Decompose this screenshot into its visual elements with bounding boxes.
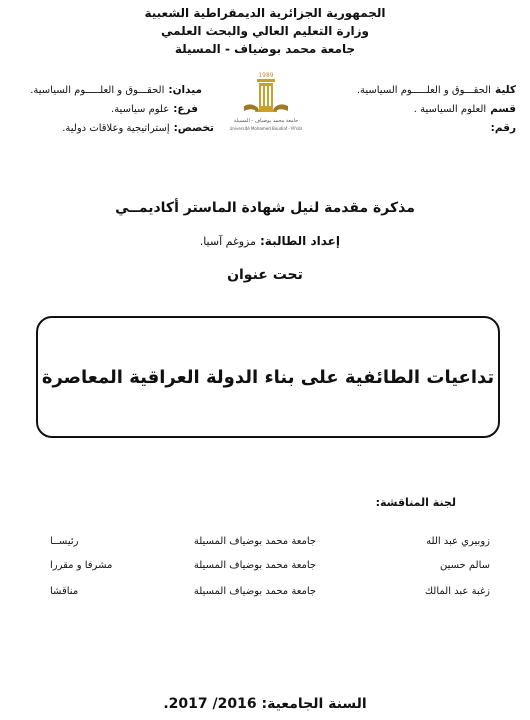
branch-label: فرع: xyxy=(173,103,198,115)
thesis-title-box xyxy=(36,316,500,438)
number-row xyxy=(487,122,516,134)
member-role: رئيســا xyxy=(50,536,79,547)
republic-title: الجمهورية الجزائرية الديمقراطية الشعبية xyxy=(144,6,386,20)
thesis-title: تداعيات الطائفية على بناء الدولة العراقية المعاصرة xyxy=(41,366,495,388)
branch-value: علوم سياسية. xyxy=(111,104,170,115)
member-name: سالم حسين xyxy=(439,560,490,571)
member-role: مناقشا xyxy=(50,586,79,597)
university-title: جامعة محمد بوضياف - المسيلة xyxy=(174,42,356,56)
prepared-by-value: مزوغم آسيا. xyxy=(199,235,256,248)
field-row xyxy=(30,84,202,96)
committee-member-1 xyxy=(50,536,490,547)
department-value: العلوم السياسية . xyxy=(413,104,487,115)
committee-member-2 xyxy=(50,560,490,571)
field-value: الحقـــوق و العلـــــوم السياسية. xyxy=(30,85,165,96)
specialty-value: إستراتيجية وعلاقات دولية. xyxy=(62,123,170,134)
specialty-label: تخصص: xyxy=(173,122,214,134)
member-role: مشرفا و مقررا xyxy=(50,560,113,571)
committee-heading: لجنة المناقشة: xyxy=(375,496,456,509)
faculty-label: كلية xyxy=(494,84,516,96)
faculty-row xyxy=(357,84,516,96)
branch-row xyxy=(111,103,198,115)
specialty-row xyxy=(62,122,214,134)
ministry-title: وزارة التعليم العالي والبحث العلمي xyxy=(160,24,370,38)
member-institution: جامعة محمد بوضياف المسيلة xyxy=(193,586,317,597)
logo-caption-en: Université Mohamed Boudiaf - M'sila xyxy=(230,126,302,131)
logo-year: 1989 xyxy=(258,72,274,79)
faculty-value: الحقـــوق و العلـــــوم السياسية. xyxy=(356,85,491,96)
academic-year: السنة الجامعية: 2016/ 2017. xyxy=(163,696,367,712)
prepared-by-row xyxy=(200,234,340,248)
memo-title: مذكرة مقدمة لنيل شهادة الماستر أكاديمــي xyxy=(115,200,415,216)
field-label: ميدان: xyxy=(168,84,202,96)
number-label: رقم: xyxy=(490,122,516,134)
member-name: زغبة عبد المالك xyxy=(424,586,490,597)
member-institution: جامعة محمد بوضياف المسيلة xyxy=(193,536,317,547)
committee-member-3 xyxy=(50,586,490,597)
prepared-by-label: إعداد الطالبة: xyxy=(260,234,340,248)
department-label: قسم xyxy=(490,103,516,115)
logo-caption-ar: جامعة محمد بوضياف - المسيلة xyxy=(233,118,299,124)
department-row xyxy=(414,103,516,115)
member-institution: جامعة محمد بوضياف المسيلة xyxy=(193,560,317,571)
member-name: زوبيري عبد الله xyxy=(426,536,490,547)
university-logo xyxy=(230,70,302,140)
under-title: تحت عنوان xyxy=(227,267,303,283)
